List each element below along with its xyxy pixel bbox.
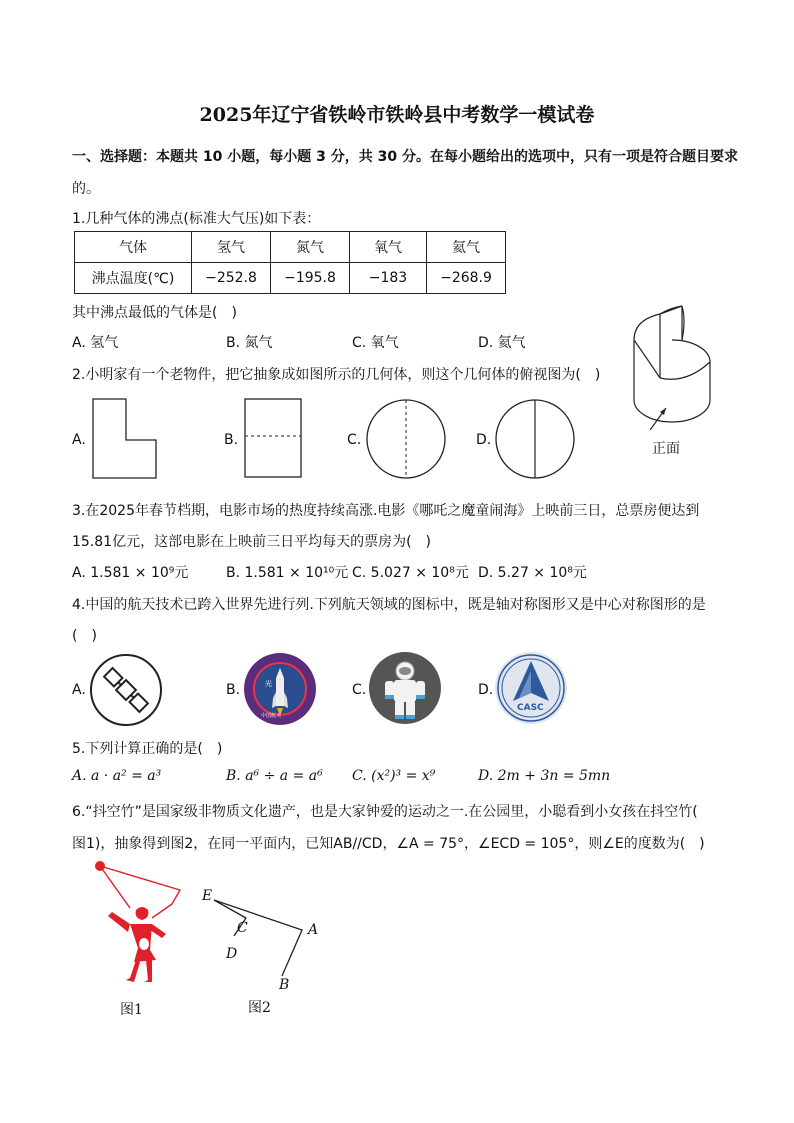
q3-option-d[interactable]: D. 5.27 × 10⁸元 [478, 565, 587, 581]
q4-option-b[interactable]: B. [226, 682, 241, 698]
table-cell: 氦气 [427, 232, 506, 263]
q2-option-d[interactable]: D. [476, 432, 492, 448]
fig2-caption: 图2 [248, 1000, 271, 1016]
table-cell: −268.9 [427, 263, 506, 294]
q6-line2: 图1)，抽象得到图2，在同一平面内，已知AB//CD，∠A = 75°，∠ECD = 105°，则∠E的度数为( ) [72, 836, 705, 852]
q5-option-a[interactable]: A. a · a² = a³ [72, 768, 162, 784]
q4-option-a[interactable]: A. [72, 682, 86, 698]
q3-option-a[interactable]: A. 1.581 × 10⁹元 [72, 565, 189, 581]
svg-text:光: 光 [265, 680, 272, 688]
circle-dashed-view [365, 399, 447, 481]
l-shape-view [92, 398, 162, 480]
q3-line2: 15.81亿元，这部电影在上映前三日平均每天的票房为( ) [72, 534, 432, 550]
logo-d-text: CASC [517, 703, 544, 713]
q1-option-d[interactable]: D. 氦气 [478, 335, 526, 351]
boiling-point-table [74, 231, 506, 294]
q2-stem: 2.小明家有一个老物件，把它抽象成如图所示的几何体，则这个几何体的俯视图为( ) [72, 367, 601, 383]
q1-option-b[interactable]: B. 氮气 [226, 335, 273, 351]
q1-option-c[interactable]: C. 氧气 [352, 335, 399, 351]
table-cell: 氧气 [350, 232, 427, 263]
table-cell: 沸点温度(℃) [75, 263, 192, 294]
front-label: 正面 [652, 441, 680, 457]
q6-line1: 6.“抖空竹”是国家级非物质文化遗产，也是大家钟爱的运动之一.在公园里，小聪看到小女孩在抖空竹( [72, 804, 698, 820]
q5-stem: 5.下列计算正确的是( ) [72, 741, 223, 757]
section-heading: 一、选择题：本题共 10 小题，每小题 3 分，共 30 分。在每小题给出的选项中，只有一项是符合题目要求 [72, 149, 738, 165]
q1-question: 其中沸点最低的气体是( ) [72, 305, 237, 321]
point-label-b: B [279, 977, 290, 993]
q4-option-c[interactable]: C. [352, 682, 367, 698]
circle-solid-view [494, 399, 576, 481]
q2-option-c[interactable]: C. [347, 432, 362, 448]
q5-option-d[interactable]: D. 2m + 3n = 5mn [478, 768, 611, 784]
point-label-d: D [226, 946, 238, 962]
table-cell: −183 [350, 263, 427, 294]
q2-option-a[interactable]: A. [72, 432, 86, 448]
table-cell: 氢气 [192, 232, 271, 263]
casc-logo-icon [494, 651, 570, 727]
point-label-a: A [308, 922, 319, 938]
half-cylinder-solid [626, 300, 726, 460]
q4-option-d[interactable]: D. [478, 682, 494, 698]
table-header-row [75, 232, 506, 263]
table-cell: 气体 [75, 232, 192, 263]
rect-dashed-view [244, 398, 304, 480]
q3-line1: 3.在2025年春节档期，电影市场的热度持续高涨.电影《哪吒之魔童闹海》上映前三日，总票房便达到 [72, 503, 700, 519]
q3-option-b[interactable]: B. 1.581 × 10¹⁰元 [226, 565, 349, 581]
table-cell: −252.8 [192, 263, 271, 294]
q5-option-b[interactable]: B. a⁶ ÷ a = a⁶ [226, 768, 323, 784]
q4-line1: 4.中国的航天技术已跨入世界先进行列.下列航天领域的图标中，既是轴对称图形又是中心对称图形的是 [72, 597, 706, 613]
table-row [75, 263, 506, 294]
logo-b-text: 中国航天 [261, 713, 282, 719]
section-heading-cont: 的。 [72, 181, 100, 197]
table-cell: −195.8 [271, 263, 350, 294]
q5-option-c[interactable]: C. (x²)³ = x⁹ [352, 768, 436, 784]
q1-option-a[interactable]: A. 氢气 [72, 335, 119, 351]
q3-option-c[interactable]: C. 5.027 × 10⁸元 [352, 565, 469, 581]
q4-line2: ( ) [72, 628, 97, 644]
diabolo-girl-figure [90, 860, 190, 990]
geometry-figure-2 [200, 880, 330, 1000]
q2-option-b[interactable]: B. [224, 432, 239, 448]
fig1-caption: 图1 [120, 1002, 143, 1018]
q1-stem: 1.几种气体的沸点(标准大气压)如下表： [72, 211, 321, 227]
satellite-logo-icon [89, 653, 165, 729]
table-cell: 氮气 [271, 232, 350, 263]
astronaut-logo-icon [368, 651, 444, 727]
page-title: 2025年辽宁省铁岭市铁岭县中考数学一模试卷 [199, 104, 595, 126]
point-label-c: C [237, 920, 248, 936]
point-label-e: E [202, 888, 213, 904]
